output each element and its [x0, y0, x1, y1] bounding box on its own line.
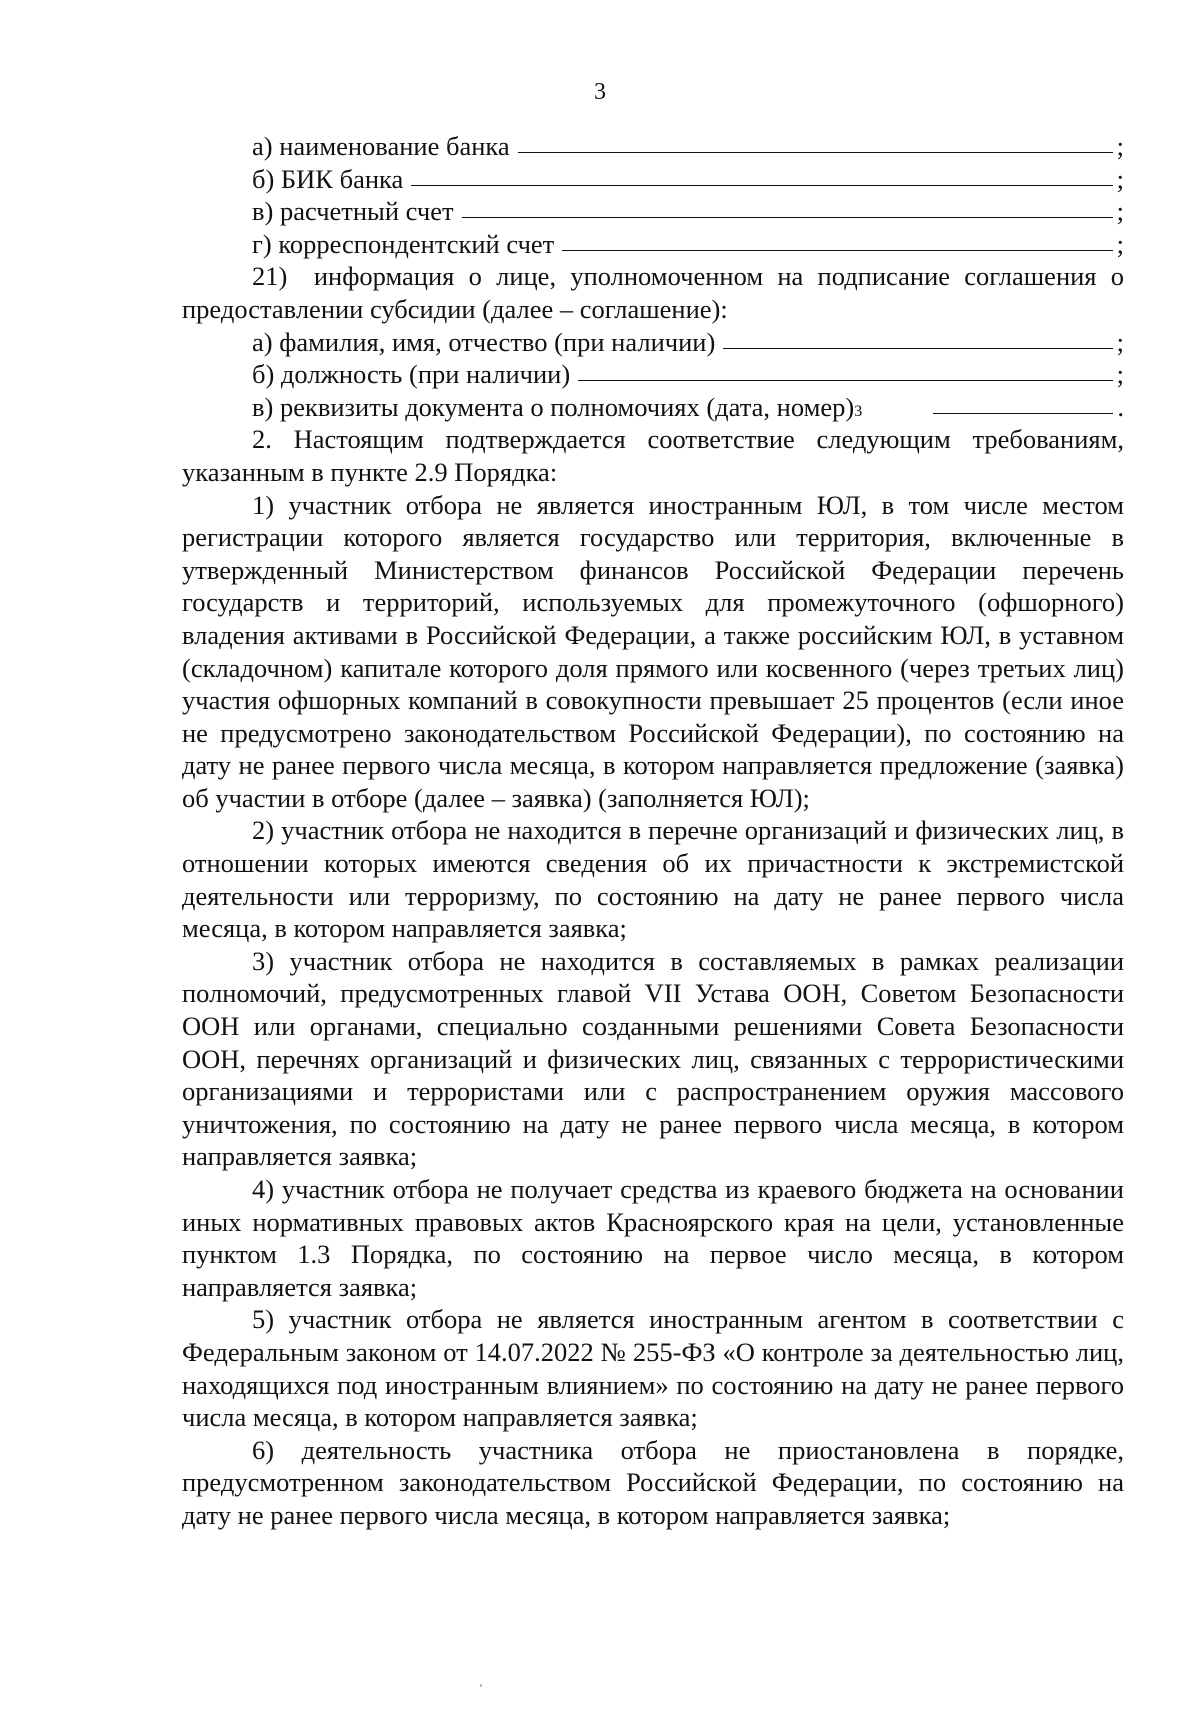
requirement-4: 4) участник отбора не получает средства из краевого бюджета на основании иных нормативных правовых актов Красноярского края на цели, установленные пунктом 1.3 Порядка, по состоянию на первое число месяца, в котором направляется заявка; — [182, 1174, 1124, 1302]
field-label: б) БИК банка — [252, 163, 404, 194]
field-label: в) реквизиты документа о полномочиях (дата, номер) — [252, 391, 855, 422]
page-number: 3 — [594, 79, 606, 105]
correspondent-account-field — [182, 228, 1124, 261]
blank-line — [462, 195, 1113, 218]
item-21-paragraph: 21) информация о лице, уполномоченном на подписание соглашения о предоставлении субсидии (далее – соглашение): — [182, 261, 1124, 324]
bank-bik-field — [182, 163, 1124, 196]
field-label: а) наименование банка — [252, 131, 510, 161]
signer-fullname-field — [182, 326, 1124, 359]
blank-line — [933, 391, 1113, 414]
signer-position-field — [182, 358, 1124, 391]
document-body — [182, 130, 1124, 1532]
scan-speck — [480, 1684, 482, 1687]
signer-authority-doc-field: в) реквизиты документа о полномочиях (дата, номер) 3 . — [252, 391, 1124, 422]
field-label: г) корреспондентский счет — [252, 228, 555, 259]
section-2-paragraph: 2. Настоящим подтверждается соответствие следующим требованиям, указанным в пункте 2.9 Порядка: — [182, 424, 1124, 487]
bank-name-field — [182, 130, 1124, 163]
settlement-account-field — [182, 195, 1124, 228]
requirement-6: 6) деятельность участника отбора не приостановлена в порядке, предусмотренном законодательством Российской Федерации, по состоянию на дату не ранее первого числа месяца, в котором направляется заявка; — [182, 1434, 1124, 1530]
field-end: ; — [1116, 163, 1124, 194]
blank-line — [411, 163, 1112, 186]
requirement-3: 3) участник отбора не находится в составляемых в рамках реализации полномочий, предусмотренных главой VII Устава ООН, Советом Безопасности ООН или органами, специально созданными решениями Совета Безопасности ООН, перечнях организаций и физических лиц, связанных с террористическими организациями и террористами или с распространением оружия массового уничтожения, по состоянию на дату не ранее первого числа месяца, в котором направляется заявка; — [182, 945, 1124, 1172]
field-end: ; — [1116, 359, 1124, 390]
field-end: ; — [1116, 196, 1124, 227]
field-label: в) расчетный счет — [252, 196, 454, 227]
field-end: . — [1117, 391, 1124, 422]
blank-line — [562, 228, 1112, 251]
field-end: ; — [1116, 228, 1124, 259]
requirement-1: 1) участник отбора не является иностранным ЮЛ, в том числе местом регистрации которого является государство или территория, включенные в утвержденный Министерством финансов Российской Федерации перечень государств и территорий, используемых для промежуточного (офшорного) владения активами в Российской Федерации, а также российским ЮЛ, в уставном (складочном) капитале которого доля прямого или косвенного (через третьих лиц) участия офшорных компаний в совокупности превышает 25 процентов (если иное не предусмотрено законодательством Российской Федерации), по состоянию на дату не ранее первого числа месяца, в котором направляется предложение (заявка) об участии в отборе (далее – заявка) (заполняется ЮЛ); — [182, 489, 1124, 813]
blank-line — [518, 130, 1113, 153]
field-end: ; — [1116, 326, 1124, 357]
blank-line — [723, 326, 1112, 349]
requirement-5: 5) участник отбора не является иностранным агентом в соответствии с Федеральным законом от 14.07.2022 № 255-ФЗ «О контроле за деятельностью лиц, находящихся под иностранным влиянием» по состоянию на дату не ранее первого числа месяца, в котором направляется заявка; — [182, 1304, 1124, 1433]
field-label: б) должность (при наличии) — [252, 359, 571, 390]
field-label: а) фамилия, имя, отчество (при наличии) — [252, 326, 716, 357]
requirement-2: 2) участник отбора не находится в перечне организаций и физических лиц, в отношении которых имеются сведения об их причастности к экстремистской деятельности или терроризму, по состоянию на дату не ранее первого числа месяца, в котором направляется заявка; — [182, 815, 1124, 944]
blank-line — [578, 358, 1112, 381]
field-end: ; — [1116, 131, 1124, 161]
